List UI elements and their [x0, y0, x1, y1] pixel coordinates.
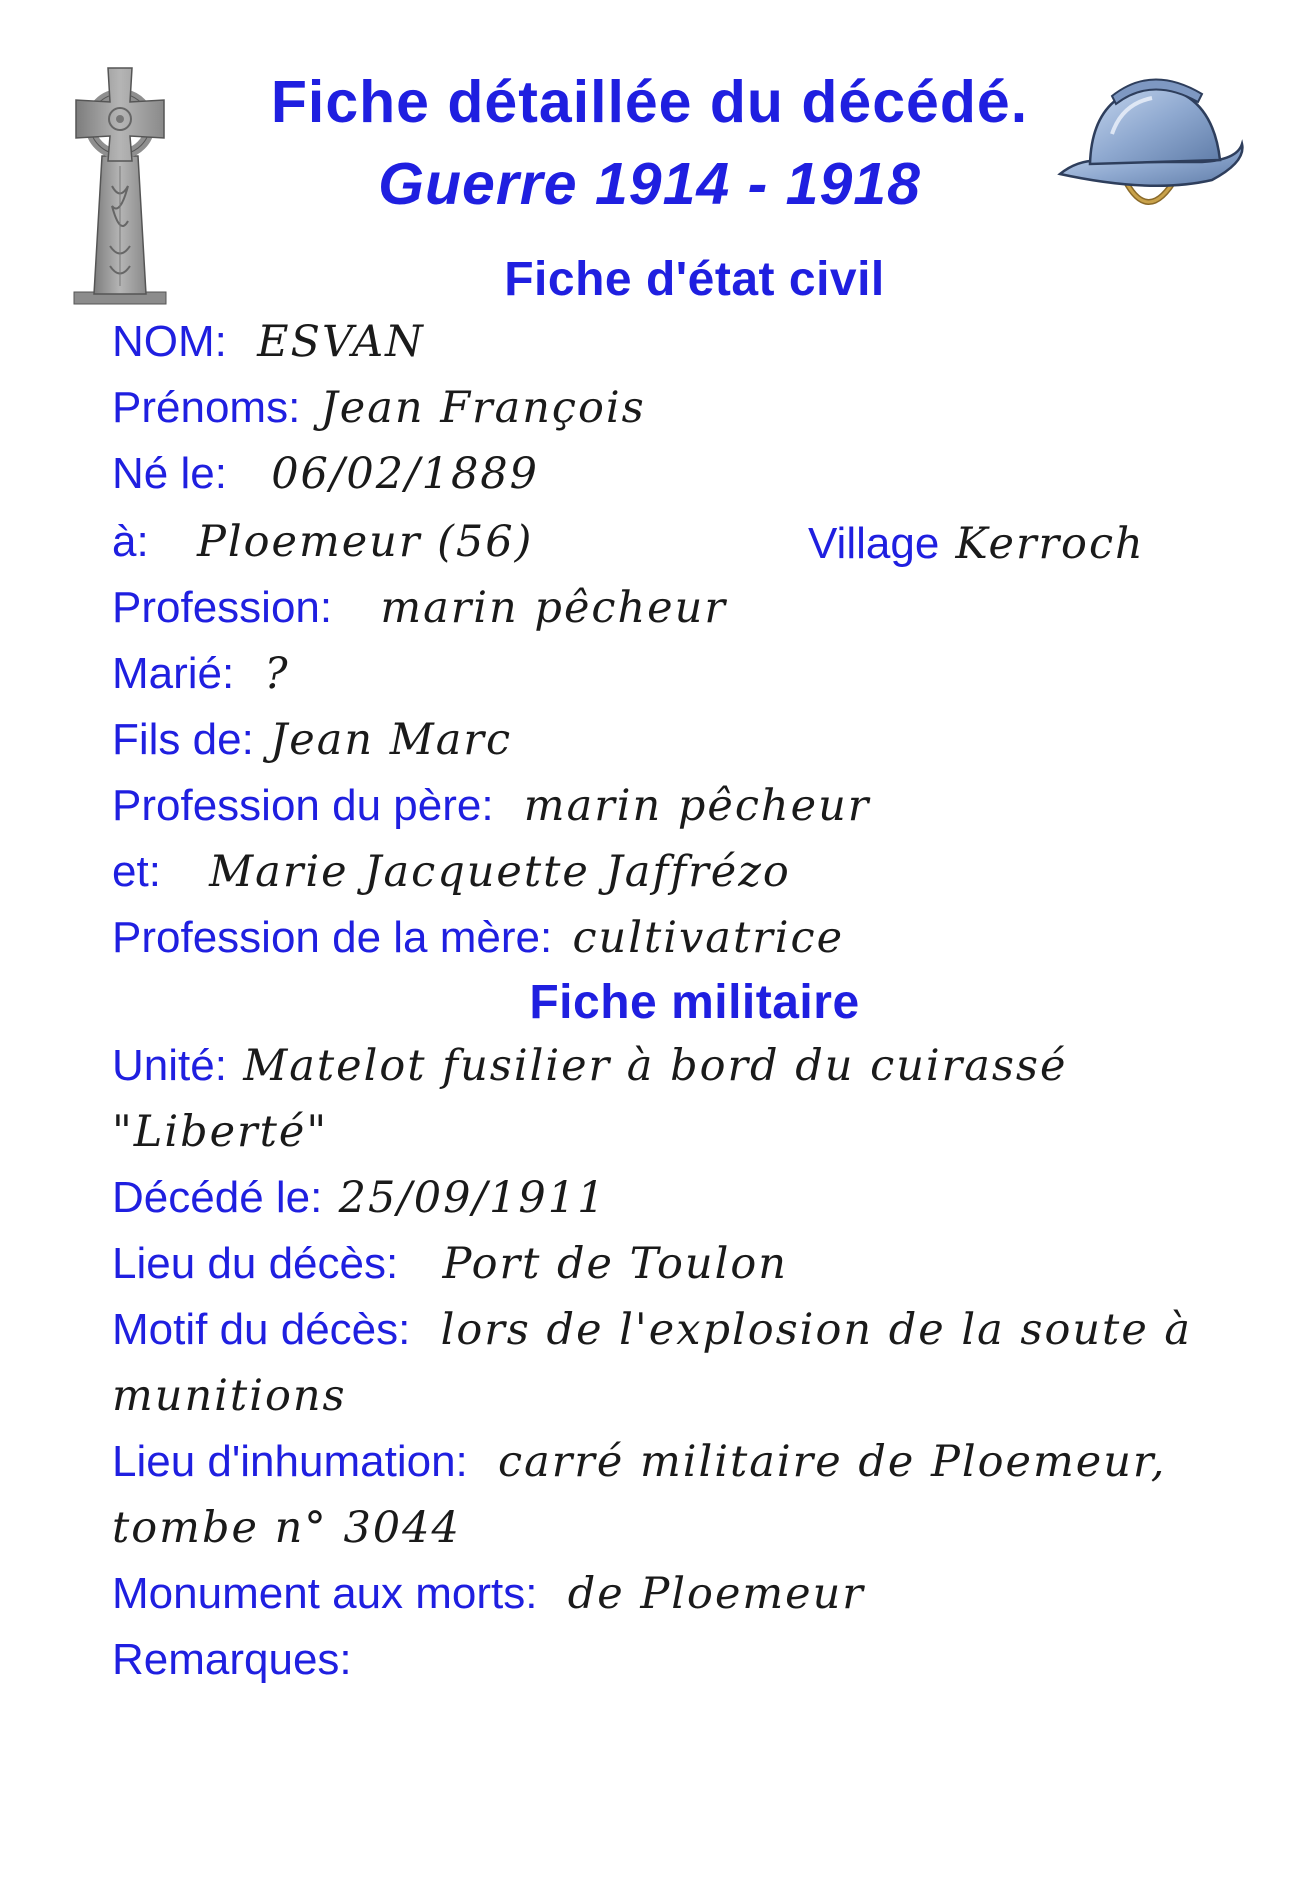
field-label: Village	[808, 519, 940, 568]
field-value: Marie Jacquette Jaffrézo	[209, 847, 791, 897]
field-value: carré militaire de Ploemeur,	[498, 1437, 1167, 1487]
field-value: Jean Marc	[270, 715, 513, 765]
field-unite	[112, 1040, 1067, 1092]
field-label: à:	[112, 517, 149, 566]
field-profession-mere	[112, 912, 844, 964]
field-lieu-naissance	[112, 516, 533, 568]
field-label: Prénoms:	[112, 383, 301, 432]
field-profession-pere	[112, 780, 870, 832]
field-monument	[112, 1568, 865, 1620]
field-label: Lieu du décès:	[112, 1239, 399, 1288]
field-lieu-deces	[112, 1238, 788, 1290]
field-label: Profession:	[112, 583, 333, 632]
field-value: Kerroch	[955, 519, 1145, 569]
field-value: ESVAN	[257, 317, 425, 367]
field-value-continued: "Liberté"	[112, 1107, 329, 1157]
page-subtitle: Guerre 1914 - 1918	[378, 151, 921, 217]
field-label: Remarques:	[112, 1635, 352, 1684]
field-value: marin pêcheur	[380, 583, 727, 633]
field-value-continued: munitions	[112, 1371, 347, 1421]
field-fils-de	[112, 714, 512, 766]
field-value: 25/09/1911	[338, 1173, 607, 1223]
field-value: Jean François	[320, 383, 646, 433]
field-value: ?	[264, 649, 290, 699]
field-label: Marié:	[112, 649, 235, 698]
section-heading-etat-civil: Fiche d'état civil	[504, 253, 885, 306]
field-motif-deces	[112, 1304, 1192, 1356]
field-lieu-inhumation	[112, 1436, 1166, 1488]
field-value: Ploemeur (56)	[196, 517, 534, 567]
field-label: Profession du père:	[112, 781, 494, 830]
field-value: marin pêcheur	[523, 781, 871, 831]
field-value: 06/02/1889	[271, 449, 540, 499]
field-label: Né le:	[112, 449, 227, 498]
field-nom	[112, 316, 425, 368]
field-value: de Ploemeur	[567, 1569, 865, 1619]
field-label: Profession de la mère:	[112, 913, 553, 962]
field-label: Monument aux morts:	[112, 1569, 538, 1618]
field-label: Motif du décès:	[112, 1305, 411, 1354]
field-remarques	[112, 1634, 370, 1686]
field-value: lors de l'explosion de la soute à	[440, 1305, 1193, 1355]
field-village	[808, 518, 1145, 570]
field-profession	[112, 582, 727, 634]
field-prenoms	[112, 382, 646, 434]
field-value: Port de Toulon	[442, 1239, 788, 1289]
field-label: NOM:	[112, 317, 227, 366]
field-label: Décédé le:	[112, 1173, 323, 1222]
field-value: Matelot fusilier à bord du cuirassé	[243, 1041, 1068, 1091]
field-ne-le	[112, 448, 539, 500]
field-mere	[112, 846, 791, 898]
field-label: Lieu d'inhumation:	[112, 1437, 468, 1486]
field-label: Fils de:	[112, 715, 254, 764]
field-label: Unité:	[112, 1041, 227, 1090]
section-heading-militaire: Fiche militaire	[529, 976, 860, 1029]
field-marie	[112, 648, 290, 700]
page-title: Fiche détaillée du décédé.	[270, 69, 1029, 135]
field-decede-le	[112, 1172, 606, 1224]
field-value-continued: tombe n° 3044	[112, 1503, 461, 1553]
field-value: cultivatrice	[572, 913, 845, 963]
field-label: et:	[112, 847, 161, 896]
